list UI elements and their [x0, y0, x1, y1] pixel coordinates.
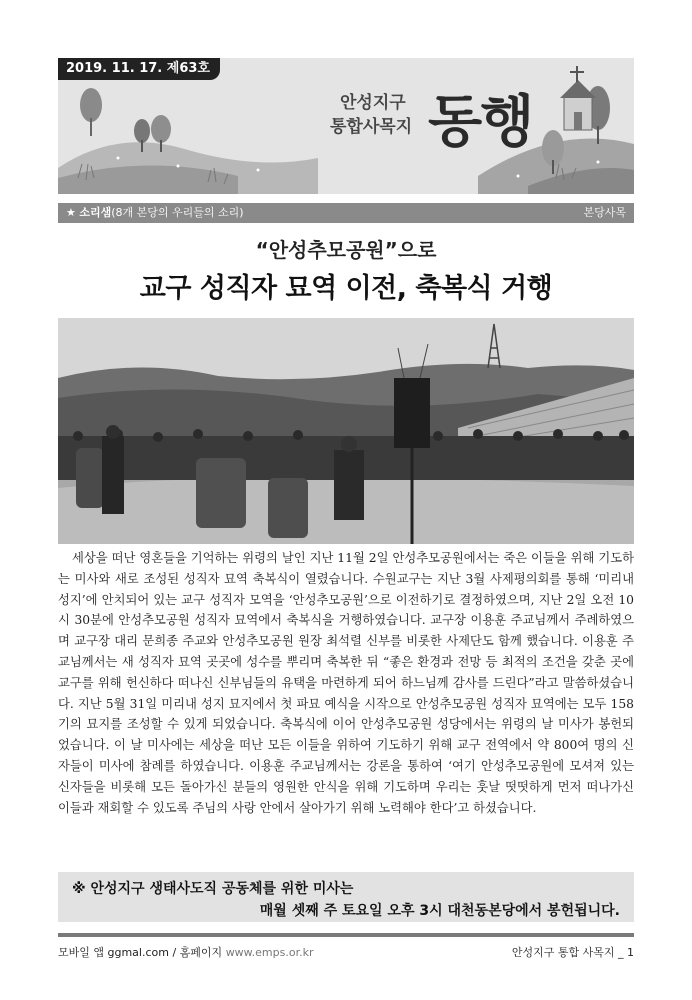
section-label — [66, 203, 244, 223]
notice-box — [58, 872, 634, 922]
star-icon: ★ — [66, 206, 76, 219]
article-body: 세상을 떠난 영혼들을 기억하는 위령의 날인 지난 11월 2일 안성추모공원에서는 죽은 이들을 위해 기도하는 미사와 새로 조성된 성직자 묘역 축복식이 열렸습니다. 수원교구는 지난 3월 사제평의회를 통해 ‘미리내 성지’에 안치되어 있는 교구 성직자 모역을 ‘안성추모공원’으로 이전하기로 결정하였으며, 지난 2일 오전 10시 30분에 안성추모공원 성직자 묘역에서 축복식을 거행하였습니다. 교구장 이용훈 주교님께서 주례하였으며 교구장 대리 문희종 주교와 안성추모공원 원장 최석렬 신부를 비롯한 사제단도 함께 했습니다. 이용훈 주교님께서는 새 성직자 묘역 곳곳에 성수를 뿌리며 축복한 뒤 “좋은 환경과 전망 등 최적의 조건을 갖춘 곳에 교구를 위해 헌신하다 떠나신 신부님들의 유택을 마련하게 되어 하느님께 감사를 드린다”라고 말씀하셨습니다. 지난 5월 31일 미리내 성지 묘지에서 첫 파묘 예식을 시작으로 안성추모공원 성직자 묘역에는 모두 158기의 묘지를 조성할 수 있게 되었습니다. 축복식에 이어 안성추모공원 성당에서는 위령의 날 미사가 봉헌되었습니다. 이 날 미사에는 세상을 떠난 모든 이들을 위하여 기도하기 위해 교구 전역에서 약 800여 명의 신자들이 미사에 참례를 하였습니다. 이용훈 주교님께서는 강론을 통하여 ‘여기 안성추모공원에 모셔져 있는 신자들을 비롯해 모든 돌아가신 분들의 영원한 안식을 위해 기도하며 우리는 훗날 떳떳하게 먼저 떠나가신 이들과 재회할 수 있도록 주님의 사랑 안에서 살아가기 위해 노력해야 한다’고 하셨습니다. — [58, 551, 634, 815]
footer-rule — [58, 933, 634, 937]
footer-page-label: 안성지구 통합 사목지 _ 1 — [511, 946, 634, 959]
ceremony-photo — [58, 318, 634, 544]
footer-contact — [58, 944, 314, 960]
notice-line2: 매월 셋째 주 토요일 오후 3시 대천동본당에서 봉헌됩니다. — [259, 903, 620, 919]
masthead-title: 동행 — [428, 89, 533, 155]
footer-separator: / — [168, 946, 180, 959]
section-bar — [58, 203, 634, 223]
section-name: 소리샘 — [79, 206, 112, 219]
masthead-subtitle-line2: 통합사목지 — [330, 117, 413, 137]
section-category: 본당사목 — [583, 206, 626, 219]
article-photo — [58, 318, 634, 544]
footer-app: 모바일 앱 ggmal.com — [58, 946, 169, 959]
article-subheadline: “안성추모공원”으로 — [255, 238, 437, 262]
footer-homepage-url[interactable]: www.emps.or.kr — [225, 946, 314, 959]
notice-line1: ※ 안성지구 생태사도직 공동체를 위한 미사는 — [72, 881, 354, 897]
masthead — [58, 58, 634, 194]
footer-homepage-label: 홈페이지 — [179, 946, 226, 959]
section-detail: (8개 본당의 우리들의 소리) — [111, 206, 244, 219]
issue-date: 2019. 11. 17. 제63호 — [58, 58, 220, 80]
masthead-subtitle-line1: 안성지구 — [340, 93, 406, 113]
article-headline: 교구 성직자 묘역 이전, 축복식 거행 — [139, 273, 553, 304]
